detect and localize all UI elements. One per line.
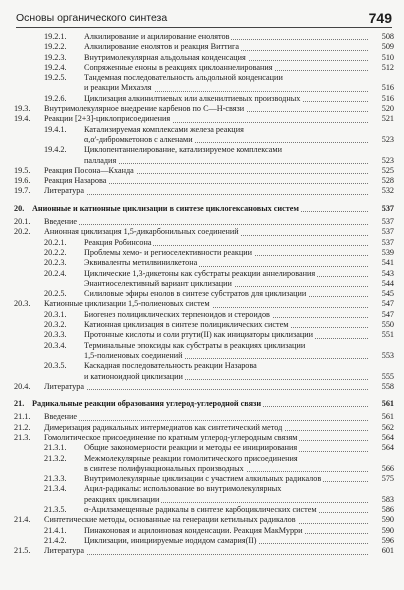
- toc-entry-title: Тандемная последовательность альдольной конденсации: [84, 73, 283, 83]
- toc-entry-page: 590: [370, 526, 394, 536]
- toc-entry-number: 19.2.4.: [44, 62, 67, 72]
- toc-entry-text-wrap: [84, 341, 394, 351]
- toc-entry-page: 555: [370, 372, 394, 382]
- toc-entry-title: Протонные кислоты и соли ртути(II) как инициаторы циклизации: [84, 330, 313, 340]
- toc-entry-text-wrap: [44, 546, 394, 556]
- toc-entry-page: 509: [370, 42, 394, 52]
- toc-entry-page: 523: [370, 156, 394, 166]
- toc-entry: [14, 258, 394, 268]
- toc-entry-title: Внутримолекулярная альдольная конденсация: [84, 52, 246, 62]
- toc-entry: [14, 269, 394, 279]
- toc-entry-title: Алкилирование и ацилирование енолятов: [84, 32, 230, 41]
- toc-entry-text-wrap: [84, 258, 394, 268]
- toc-entry-page: 550: [370, 320, 394, 330]
- table-of-contents: [14, 32, 394, 557]
- toc-entry-text-wrap: [84, 73, 394, 83]
- toc-entry: [14, 372, 394, 382]
- toc-entry-page: 525: [370, 166, 394, 176]
- toc-entry-page: 564: [370, 443, 394, 453]
- toc-entry-title: Катионная циклизация в синтезе полициклических систем: [84, 320, 289, 330]
- toc-entry-page: 545: [370, 289, 394, 299]
- toc-entry-text-wrap: [84, 156, 394, 166]
- toc-entry-title: 1,5-полиеновых соединений: [84, 350, 183, 360]
- toc-entry-number: 21.2.: [14, 422, 31, 432]
- toc-entry: [14, 94, 394, 104]
- toc-entry: [14, 320, 394, 330]
- toc-entry-title: Анионная циклизация 1,5-дикарбонильных соединений: [44, 227, 239, 237]
- toc-entry: [14, 536, 394, 546]
- toc-entry: [14, 361, 394, 371]
- toc-entry-number: 21.5.: [14, 546, 31, 556]
- toc-entry-number: 20.: [14, 203, 25, 213]
- toc-entry-text-wrap: [84, 454, 394, 464]
- toc-entry: [14, 330, 394, 340]
- toc-entry-text-wrap: [84, 125, 394, 135]
- toc-entry-number: 20.2.4.: [44, 268, 67, 278]
- toc-entry: [14, 217, 394, 227]
- toc-entry-text-wrap: [44, 433, 394, 443]
- toc-entry: [14, 412, 394, 422]
- dot-leader: [44, 194, 368, 195]
- toc-entry-page: 564: [370, 433, 394, 443]
- toc-entry-page: 590: [370, 515, 394, 525]
- toc-entry-page: 561: [370, 399, 394, 409]
- toc-entry-number: 20.2.1.: [44, 237, 67, 247]
- toc-entry-title: Силиловые эфиры енолов в синтезе субстратов для циклизации: [84, 289, 307, 299]
- toc-entry-number: 20.2.2.: [44, 247, 67, 257]
- toc-entry-text-wrap: [84, 269, 394, 279]
- toc-entry-title: палладия: [84, 155, 117, 165]
- toc-entry-text-wrap: [32, 204, 394, 214]
- toc-entry-number: 20.3.4.: [44, 340, 67, 350]
- toc-entry: [14, 104, 394, 114]
- toc-entry-number: 20.3.1.: [44, 309, 67, 319]
- toc-entry-title: Проблемы хемо- и региоселективности реакции: [84, 247, 252, 257]
- toc-entry-number: 20.1.: [14, 217, 31, 227]
- toc-entry-number: 20.2.: [14, 227, 31, 237]
- toc-entry-number: 20.3.3.: [44, 330, 67, 340]
- toc-entry-page: 537: [370, 238, 394, 248]
- toc-entry: [14, 156, 394, 166]
- toc-entry: [14, 53, 394, 63]
- toc-entry: [14, 135, 394, 145]
- toc-entry-number: 19.5.: [14, 165, 31, 175]
- toc-entry: [14, 279, 394, 289]
- toc-entry-text-wrap: [84, 248, 394, 258]
- toc-entry-number: 21.: [14, 399, 25, 409]
- toc-entry-page: 516: [370, 94, 394, 104]
- toc-entry-text-wrap: [84, 83, 394, 93]
- toc-entry-title: Литература: [44, 186, 84, 196]
- toc-entry-page: 547: [370, 310, 394, 320]
- toc-entry-number: 19.4.1.: [44, 124, 67, 134]
- book-title: Основы органического синтеза: [16, 12, 168, 24]
- toc-entry-title: α,α'-дибромкетонов с алкенами: [84, 134, 193, 144]
- toc-entry: [14, 186, 394, 196]
- toc-entry-title: Реакции [2+3]-циклоприсоединения: [44, 114, 171, 124]
- toc-entry-number: 21.3.3.: [44, 474, 67, 484]
- toc-entry-page: 544: [370, 279, 394, 289]
- toc-entry-text-wrap: [84, 495, 394, 505]
- toc-entry: [14, 546, 394, 556]
- running-header: [16, 0, 392, 28]
- toc-entry: [14, 299, 394, 309]
- toc-entry-text-wrap: [84, 526, 394, 536]
- toc-entry-number: 19.7.: [14, 186, 31, 196]
- toc-entry-text-wrap: [44, 423, 394, 433]
- toc-entry-number: 21.4.: [14, 515, 31, 525]
- toc-entry-title: и катионоидной циклизации: [84, 371, 183, 381]
- toc-entry-number: 19.4.: [14, 114, 31, 124]
- toc-entry-page: 562: [370, 423, 394, 433]
- toc-entry-page: 541: [370, 258, 394, 268]
- toc-entry-title: Циклизация алкинилтиевых или алкенилтиевых производных: [84, 93, 301, 103]
- toc-entry-title: Гомолитическое присоединение по кратным углерод-углеродным связям: [44, 432, 298, 442]
- toc-entry-page: 583: [370, 495, 394, 505]
- toc-entry: [14, 433, 394, 443]
- toc-entry-page: 539: [370, 248, 394, 258]
- toc-entry-text-wrap: [84, 42, 394, 52]
- dot-leader: [44, 554, 368, 555]
- toc-entry-title: Биогенез полициклических терпеноидов и стероидов: [84, 309, 270, 319]
- toc-entry-number: 19.2.5.: [44, 73, 67, 83]
- toc-entry-text-wrap: [84, 279, 394, 289]
- toc-entry-text-wrap: [44, 382, 394, 392]
- toc-entry-text-wrap: [84, 135, 394, 145]
- toc-entry-text-wrap: [84, 94, 394, 104]
- toc-entry-page: 561: [370, 412, 394, 422]
- toc-entry: [14, 227, 394, 237]
- toc-entry-text-wrap: [44, 227, 394, 237]
- toc-entry-title: Катализируемая комплексами железа реакция: [84, 124, 244, 134]
- toc-entry-page: 543: [370, 269, 394, 279]
- toc-entry-number: 21.4.1.: [44, 525, 67, 535]
- toc-entry-page: 537: [370, 204, 394, 214]
- toc-entry-title: Циклопентаннелирование, катализируемое комплексами: [84, 145, 282, 155]
- toc-entry-text-wrap: [84, 474, 394, 484]
- toc-entry-text-wrap: [84, 330, 394, 340]
- toc-entry-title: Литература: [44, 381, 84, 391]
- toc-entry: [14, 32, 394, 42]
- toc-entry-text-wrap: [84, 310, 394, 320]
- toc-entry-title: Реакция Назарова: [44, 176, 107, 186]
- dot-leader: [84, 163, 368, 164]
- toc-entry-title: Терминальные эпоксиды как субстраты в реакциях циклизации: [84, 340, 306, 350]
- toc-entry-number: 21.3.2.: [44, 453, 67, 463]
- toc-entry-number: 21.3.5.: [44, 505, 67, 515]
- toc-entry-text-wrap: [44, 104, 394, 114]
- toc-entry-page: 523: [370, 135, 394, 145]
- toc-entry: [14, 42, 394, 52]
- toc-entry-page: 601: [370, 546, 394, 556]
- toc-entry-text-wrap: [44, 217, 394, 227]
- toc-entry-text-wrap: [84, 361, 394, 371]
- toc-entry-number: 19.2.6.: [44, 93, 67, 103]
- toc-entry-number: 20.2.3.: [44, 258, 67, 268]
- toc-entry-text-wrap: [84, 289, 394, 299]
- toc-entry-page: 528: [370, 176, 394, 186]
- toc-entry-number: 19.4.2.: [44, 145, 67, 155]
- toc-entry-title: Реакция Робинсона: [84, 237, 152, 247]
- toc-entry-title: реакциях циклизации: [84, 494, 160, 504]
- toc-entry-title: Синтетические методы, основанные на генерации кетильных радикалов: [44, 515, 296, 525]
- toc-entry: [14, 248, 394, 258]
- toc-entry-text-wrap: [84, 63, 394, 73]
- toc-entry-page: 520: [370, 104, 394, 114]
- toc-entry-text-wrap: [84, 372, 394, 382]
- toc-entry: [14, 464, 394, 474]
- toc-entry: [14, 83, 394, 93]
- toc-entry: [14, 204, 394, 214]
- toc-entry-title: Сопряженные еноны в реакциях циклоаннелирования: [84, 62, 273, 72]
- toc-entry: [14, 341, 394, 351]
- toc-entry: [14, 423, 394, 433]
- toc-entry-text-wrap: [84, 238, 394, 248]
- toc-entry-text-wrap: [84, 536, 394, 546]
- toc-entry-title: Ацил-радикалы: использование во внутримолекулярных: [84, 484, 282, 494]
- toc-entry: [14, 125, 394, 135]
- toc-entry-number: 21.1.: [14, 412, 31, 422]
- dot-leader: [44, 420, 368, 421]
- toc-entry-number: 19.2.1.: [44, 32, 67, 41]
- toc-entry-text-wrap: [44, 515, 394, 525]
- toc-entry-number: 20.2.5.: [44, 289, 67, 299]
- toc-entry-title: Межмолекулярные реакции гомолитического присоединения: [84, 453, 298, 463]
- toc-entry-number: 21.3.: [14, 432, 31, 442]
- toc-entry-page: 537: [370, 217, 394, 227]
- toc-entry-text-wrap: [84, 443, 394, 453]
- toc-entry-number: 21.3.1.: [44, 443, 67, 453]
- toc-entry-text-wrap: [84, 32, 394, 42]
- toc-entry-text-wrap: [44, 186, 394, 196]
- toc-entry: [14, 145, 394, 155]
- toc-entry-text-wrap: [84, 53, 394, 63]
- toc-entry-number: 20.4.: [14, 381, 31, 391]
- toc-entry-text-wrap: [44, 299, 394, 309]
- toc-entry: [14, 443, 394, 453]
- toc-entry-page: 508: [370, 32, 394, 42]
- toc-entry-text-wrap: [32, 399, 394, 409]
- toc-entry-title: Радикальные реакции образования углерод-углеродной связи: [32, 399, 262, 409]
- toc-entry-text-wrap: [84, 320, 394, 330]
- toc-entry: [14, 114, 394, 124]
- toc-entry-title: и реакции Михаэля: [84, 83, 152, 93]
- toc-entry: [14, 73, 394, 83]
- toc-entry-page: 547: [370, 299, 394, 309]
- toc-entry-page: 596: [370, 536, 394, 546]
- toc-entry-page: 512: [370, 63, 394, 73]
- toc-entry-title: Алкилирование енолятов и реакция Виттига: [84, 42, 239, 52]
- toc-entry: [14, 351, 394, 361]
- toc-entry-title: Анионные и катионные циклизации в синтезе циклогексановых систем: [32, 203, 299, 213]
- toc-entry: [14, 176, 394, 186]
- toc-entry: [14, 454, 394, 464]
- toc-entry-title: Катионные циклизации 1,5-полиеновых систем: [44, 299, 210, 309]
- toc-entry: [14, 238, 394, 248]
- toc-entry-text-wrap: [84, 464, 394, 474]
- toc-entry-text-wrap: [84, 505, 394, 515]
- toc-entry: [14, 399, 394, 409]
- toc-entry-title: Димеризация радикальных интермедиатов как синтетический метод: [44, 422, 283, 432]
- toc-entry-text-wrap: [84, 145, 394, 155]
- toc-entry-number: 20.3.5.: [44, 361, 67, 371]
- toc-entry: [14, 515, 394, 525]
- toc-entry-page: 521: [370, 114, 394, 124]
- toc-entry-title: Циклизации, инициируемые иодидом самария(II): [84, 535, 257, 545]
- toc-entry: [14, 526, 394, 536]
- toc-entry-number: 21.3.4.: [44, 484, 67, 494]
- toc-entry-title: в синтезе полифункциональных производных: [84, 463, 244, 473]
- toc-entry-number: 20.3.: [14, 299, 31, 309]
- toc-entry-title: Каскадная последовательность реакции Назарова: [84, 361, 257, 371]
- toc-entry-page: 551: [370, 330, 394, 340]
- toc-entry-text-wrap: [44, 166, 394, 176]
- toc-entry-page: 586: [370, 505, 394, 515]
- dot-leader: [44, 389, 368, 390]
- toc-entry-text-wrap: [84, 351, 394, 361]
- toc-entry-page: 516: [370, 83, 394, 93]
- toc-entry-page: 537: [370, 227, 394, 237]
- toc-entry-title: Эквиваленты метилвинилкетона: [84, 258, 198, 268]
- page-number: 749: [368, 10, 392, 26]
- toc-entry-title: Введение: [44, 217, 78, 227]
- toc-entry: [14, 382, 394, 392]
- toc-entry: [14, 495, 394, 505]
- toc-entry-number: 21.4.2.: [44, 535, 67, 545]
- toc-entry-title: Энантиоселективный вариант циклизации: [84, 278, 232, 288]
- toc-entry-text-wrap: [44, 412, 394, 422]
- toc-entry-title: Введение: [44, 412, 78, 422]
- toc-entry-title: Реакция Посона—Кханда: [44, 165, 134, 175]
- toc-entry-page: 510: [370, 53, 394, 63]
- toc-entry: [14, 310, 394, 320]
- toc-entry-title: α-Ацилзамещенные радикалы в синтезе карбоциклических систем: [84, 505, 317, 515]
- toc-entry-title: Общие закономерности реакции и методы ее инициирования: [84, 443, 298, 453]
- toc-entry-number: 19.6.: [14, 176, 31, 186]
- toc-entry-title: Циклические 1,3-дикетоны как субстраты реакции аннелирования: [84, 268, 316, 278]
- toc-entry-text-wrap: [44, 114, 394, 124]
- toc-entry: [14, 289, 394, 299]
- toc-entry-title: Пинаконовая и ацилоиновая конденсации. Реакция МакМурри: [84, 525, 303, 535]
- toc-entry-text-wrap: [84, 484, 394, 494]
- toc-entry-text-wrap: [44, 176, 394, 186]
- toc-entry-page: 532: [370, 186, 394, 196]
- toc-entry: [14, 166, 394, 176]
- toc-entry: [14, 484, 394, 494]
- toc-entry-page: 553: [370, 351, 394, 361]
- toc-entry: [14, 63, 394, 73]
- toc-entry-title: Внутримолекулярное внедрение карбенов по C—H-связи: [44, 104, 245, 114]
- toc-entry-number: 19.2.2.: [44, 42, 67, 52]
- toc-entry-page: 575: [370, 474, 394, 484]
- toc-entry-title: Литература: [44, 546, 84, 556]
- toc-entry-number: 19.2.3.: [44, 52, 67, 62]
- toc-entry: [14, 474, 394, 484]
- toc-entry-number: 19.3.: [14, 104, 31, 114]
- toc-entry-page: 558: [370, 382, 394, 392]
- dot-leader: [44, 224, 368, 225]
- toc-entry-page: 566: [370, 464, 394, 474]
- toc-entry: [14, 505, 394, 515]
- toc-entry-number: 20.3.2.: [44, 320, 67, 330]
- toc-entry-title: Внутримолекулярные циклизации с участием алкильных радикалов: [84, 474, 322, 484]
